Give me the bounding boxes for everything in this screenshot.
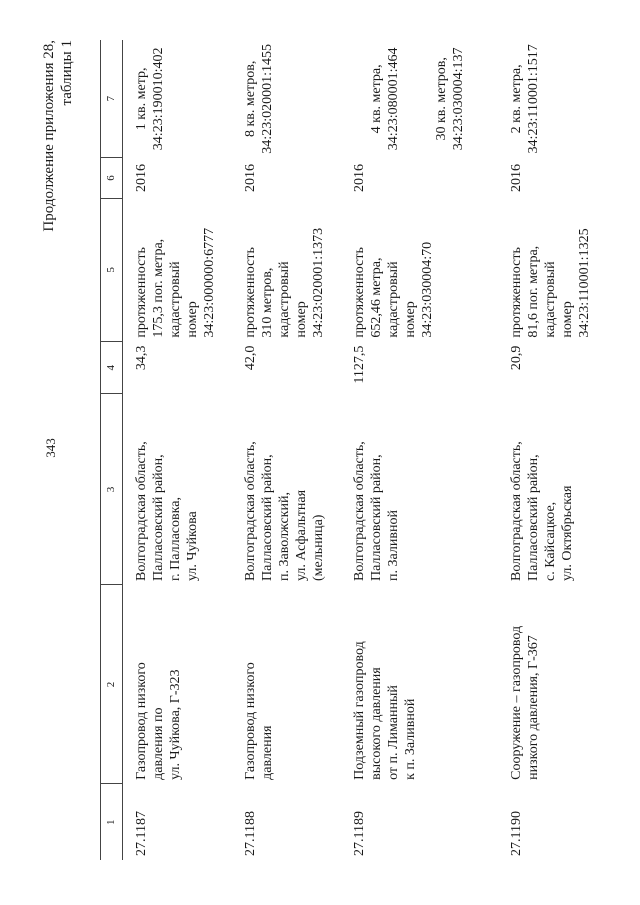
land-area bbox=[123, 40, 233, 158]
object-year: 2016 bbox=[134, 163, 149, 192]
object-name: Сооружение – газопровод низкого давления, Г-367 bbox=[509, 625, 541, 780]
object-value: 20,9 bbox=[509, 345, 524, 371]
land-area-1: 8 кв. метров, 34:23:020001:1455 bbox=[243, 44, 275, 154]
column-header: 3 bbox=[101, 394, 123, 585]
column-number-row bbox=[101, 40, 123, 860]
object-address: Волгоградская область, Палласовский район, г. Палласовка, ул. Чуйкова bbox=[134, 441, 200, 581]
land-area-1: 1 кв. метр, 34:23:190010:402 bbox=[134, 47, 166, 151]
column-header: 5 bbox=[101, 198, 123, 341]
rotated-page bbox=[40, 40, 600, 860]
object-year: 2016 bbox=[243, 163, 258, 192]
object-address: Волгоградская область, Палласовский район, п. Заливной bbox=[352, 441, 401, 581]
heading-line-1: Продолжение приложения 28, bbox=[41, 40, 57, 232]
table-row bbox=[498, 40, 607, 860]
table-row bbox=[341, 40, 498, 860]
object-spec: протяженность 81,6 пог. метра, кадастровый номер 34:23:110001:1325 bbox=[509, 228, 592, 338]
object-value: 42,0 bbox=[243, 345, 258, 371]
object-value: 1127,5 bbox=[352, 345, 367, 384]
object-name: Газопровод низкого давления bbox=[243, 662, 275, 780]
column-header: 1 bbox=[101, 784, 123, 860]
land-area-1: 2 кв. метра, 34:23:110001:1517 bbox=[509, 44, 541, 154]
object-address: Волгоградская область, Палласовский район, п. Заволжский, ул. Асфальтная (мельница) bbox=[243, 441, 326, 581]
row-id: 27.1188 bbox=[243, 811, 258, 856]
object-address: Волгоградская область, Палласовский район, с. Кайсацкое, ул. Октябрьская bbox=[509, 441, 575, 581]
column-header: 7 bbox=[101, 40, 123, 158]
land-area-1: 4 кв. метра, 34:23:080001:464 bbox=[369, 47, 401, 151]
column-header: 2 bbox=[101, 585, 123, 784]
property-table bbox=[100, 40, 607, 860]
heading-line-2: таблицы 1 bbox=[59, 40, 75, 106]
land-area bbox=[232, 40, 341, 158]
column-header: 6 bbox=[101, 158, 123, 199]
page-number: 343 bbox=[43, 438, 58, 458]
object-year: 2016 bbox=[352, 163, 367, 192]
row-id: 27.1187 bbox=[134, 811, 149, 856]
object-spec: протяженность 652,46 метра, кадастровый номер 34:23:030004:70 bbox=[352, 241, 435, 338]
land-area bbox=[498, 40, 607, 158]
object-spec: протяженность 175,3 пог. метра, кадастровый номер 34:23:000000:6777 bbox=[134, 227, 217, 338]
row-id: 27.1189 bbox=[352, 811, 367, 856]
table-row bbox=[232, 40, 341, 860]
object-spec: протяженность 310 метров, кадастровый номер 34:23:020001:1373 bbox=[243, 227, 326, 338]
row-id: 27.1190 bbox=[509, 811, 524, 856]
table-row bbox=[123, 40, 233, 860]
object-name: Газопровод низкого давления по ул. Чуйкова, Г-323 bbox=[134, 662, 183, 780]
continuation-heading bbox=[40, 40, 76, 232]
column-header: 4 bbox=[101, 342, 123, 394]
object-value: 34,3 bbox=[134, 345, 149, 371]
land-area-2: 30 кв. метров, 34:23:030004:137 bbox=[434, 47, 466, 151]
object-name: Подземный газопровод высокого давления от п. Лиманный к п. Заливной bbox=[352, 641, 418, 780]
land-area bbox=[341, 40, 498, 158]
object-year: 2016 bbox=[509, 163, 524, 192]
